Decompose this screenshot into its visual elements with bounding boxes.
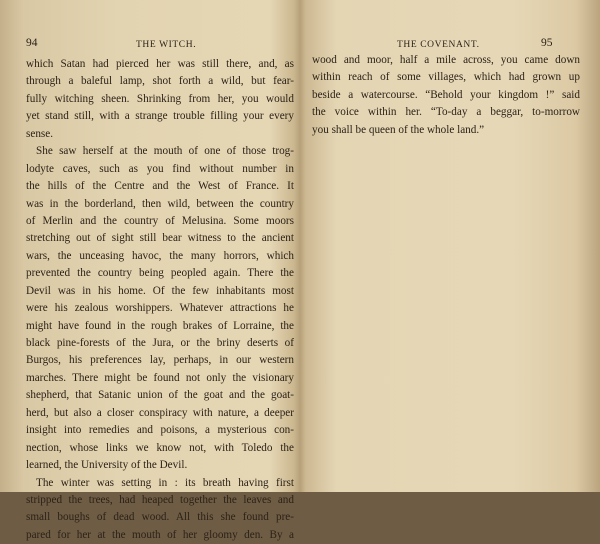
text-line: yet stand still, with a strange trouble filling your every xyxy=(26,108,294,125)
text-line: might have found in the rough brakes of Lorraine, the xyxy=(26,318,294,335)
text-line: within reach of some villages, which had grown up xyxy=(312,69,580,86)
text-line: The winter was setting in : its breath having first xyxy=(26,475,294,492)
text-line: wood and moor, half a mile across, you came down xyxy=(312,52,580,69)
text-line: She saw herself at the mouth of one of those trog- xyxy=(26,143,294,160)
left-running-head: THE WITCH. xyxy=(136,40,196,50)
right-page-text xyxy=(312,52,580,139)
text-line: was in the borderland, then wild, between the country xyxy=(26,196,294,213)
text-line: nection, whose links we know not, with Toledo the xyxy=(26,440,294,457)
left-page-text xyxy=(26,56,294,544)
text-line: pared for her at the mouth of her gloomy den. By a xyxy=(26,527,294,544)
text-line: learned, the University of the Devil. xyxy=(26,457,294,474)
text-line: Devil was in his home. Of the few inhabitants most xyxy=(26,283,294,300)
text-line: prevented the country being peopled again. There the xyxy=(26,265,294,282)
left-page-number: 94 xyxy=(26,37,38,49)
paragraph xyxy=(26,56,294,143)
text-line: stretching out of sight still bear witness to the ancient xyxy=(26,230,294,247)
text-line: herd, but also a closer conspiracy with nature, a deeper xyxy=(26,405,294,422)
text-line: insight into remedies and poisons, a mysterious con- xyxy=(26,422,294,439)
text-line: which Satan had pierced her was still there, and, as xyxy=(26,56,294,73)
right-page-number: 95 xyxy=(541,37,553,49)
right-running-head: THE COVENANT. xyxy=(397,40,480,50)
paragraph xyxy=(26,143,294,474)
text-line: shepherd, that Satanic union of the goat and the goat- xyxy=(26,387,294,404)
text-line: were his zealous worshippers. Whatever attractions he xyxy=(26,300,294,317)
text-line: the hills of the Centre and the West of France. It xyxy=(26,178,294,195)
text-line: Burgos, his preferences lay, perhaps, in our western xyxy=(26,352,294,369)
left-page xyxy=(0,0,300,492)
text-line: through a baleful lamp, shot forth a wild, but fear- xyxy=(26,73,294,90)
text-line: beside a watercourse. “Behold your kingdom !” said xyxy=(312,87,580,104)
paragraph xyxy=(26,475,294,544)
text-line: sense. xyxy=(26,126,294,143)
text-line: the voice within her. “To-day a beggar, to-morrow xyxy=(312,104,580,121)
text-line: small boughs of dead wood. All this she found pre- xyxy=(26,509,294,526)
text-line: you shall be queen of the whole land.” xyxy=(312,122,580,139)
text-line: black pine-forests of the Jura, or the briny deserts of xyxy=(26,335,294,352)
text-line: of Merlin and the country of Melusina. Some moors xyxy=(26,213,294,230)
text-line: lodyte caves, such as you find without number in xyxy=(26,161,294,178)
right-page xyxy=(300,0,600,492)
text-line: wars, the unceasing havoc, the many horrors, which xyxy=(26,248,294,265)
paragraph xyxy=(312,52,580,139)
text-line: marches. There might be found not only the visionary xyxy=(26,370,294,387)
text-line: stripped the trees, had heaped together the leaves and xyxy=(26,492,294,509)
text-line: fully witching sheen. Shrinking from her, you would xyxy=(26,91,294,108)
